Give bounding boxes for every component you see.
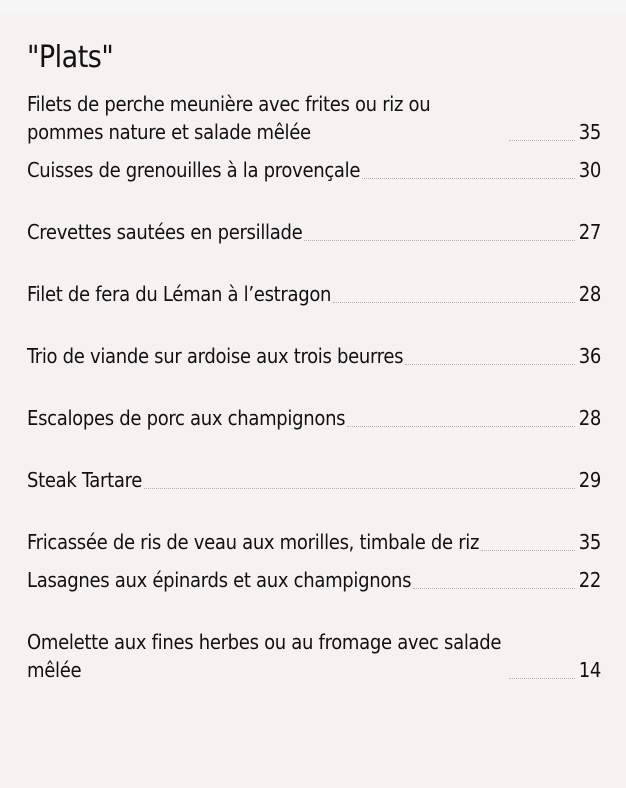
menu-item: [27, 466, 601, 494]
menu-item-name: Omelette aux fines herbes ou au fromage avec salade mêlée: [27, 630, 502, 682]
menu-item-name: Filets de perche meunière avec frites ou riz ou pommes nature et salade mêlée: [27, 92, 431, 144]
menu-item-name: Fricassée de ris de veau aux morilles, timbale de riz: [27, 530, 480, 554]
dot-leader: [413, 588, 574, 589]
menu-item-name: Filet de fera du Léman à l’estragon: [27, 282, 332, 306]
dot-leader: [481, 550, 575, 551]
menu-item: [27, 628, 601, 684]
menu-item-price: 28: [578, 282, 601, 306]
menu-item-price: 35: [578, 530, 601, 554]
menu-item: [27, 528, 601, 556]
dot-leader: [144, 488, 575, 489]
menu-item-name: Trio de viande sur ardoise aux trois beurres: [27, 344, 404, 368]
dot-leader: [405, 364, 574, 365]
menu-item-name: Lasagnes aux épinards et aux champignons: [27, 568, 412, 592]
menu-item-price: 36: [578, 344, 601, 368]
menu-item-price: 35: [578, 120, 601, 144]
menu-item: [27, 566, 601, 594]
menu-item-price: 30: [578, 158, 601, 182]
menu-item: [27, 404, 601, 432]
menu-item-name: Cuisses de grenouilles à la provençale: [27, 158, 361, 182]
dot-leader: [333, 302, 575, 303]
top-band: [0, 0, 626, 14]
menu-section: [27, 38, 601, 684]
dot-leader: [304, 240, 574, 241]
menu-item: [27, 156, 601, 184]
menu-item-price: 28: [578, 406, 601, 430]
dot-leader: [347, 426, 574, 427]
menu-item: [27, 280, 601, 308]
menu-item: [27, 90, 601, 146]
menu-item-price: 29: [578, 468, 601, 492]
menu-item-name: Steak Tartare: [27, 468, 143, 492]
dot-leader: [509, 140, 575, 141]
dot-leader: [362, 178, 575, 179]
menu-item-name: Escalopes de porc aux champignons: [27, 406, 346, 430]
menu-item-price: 14: [578, 658, 601, 682]
menu-item-price: 27: [578, 220, 601, 244]
menu-item-price: 22: [578, 568, 601, 592]
menu-item: [27, 218, 601, 246]
menu-item: [27, 342, 601, 370]
dot-leader: [509, 678, 575, 679]
section-title: "Plats": [27, 40, 114, 75]
menu-item-name: Crevettes sautées en persillade: [27, 220, 303, 244]
